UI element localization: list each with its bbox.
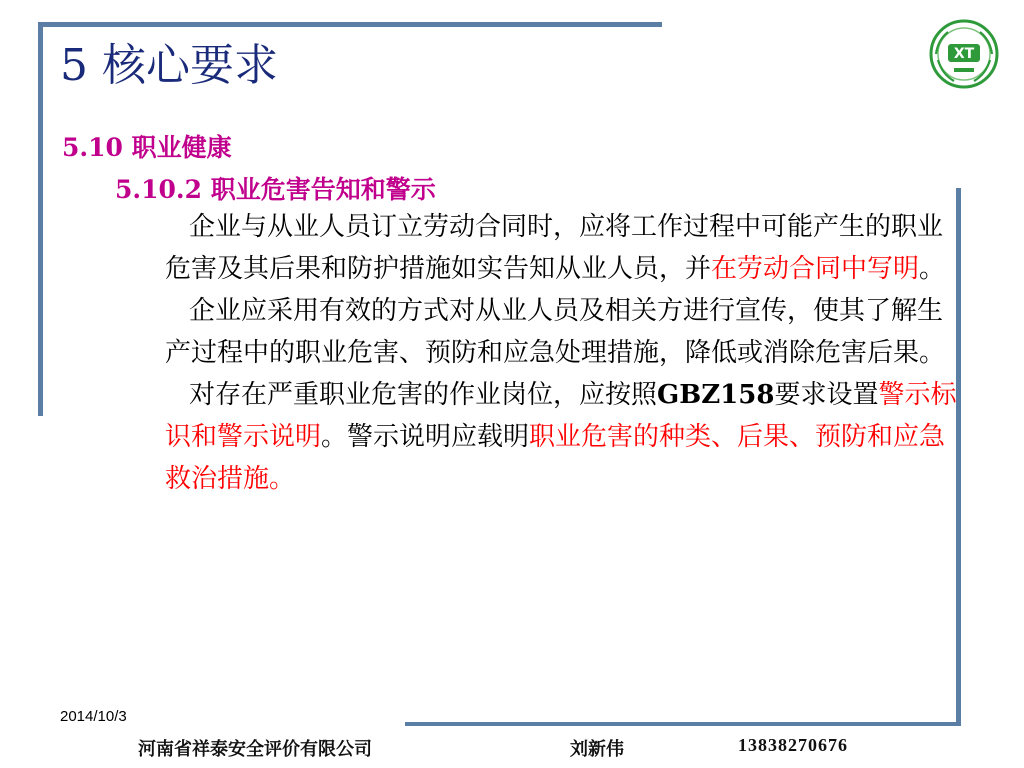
p1-highlight: 在劳动合同中写明: [711, 254, 920, 284]
p1-text: 企业与从业人员订立劳动合同时，应将工作过程中可能产生的职业危害及其后果和防护措施如实告知从业人员，并: [165, 212, 944, 284]
paragraph-3: [165, 374, 960, 500]
frame-left-line: [38, 22, 43, 416]
p3-highlight-2: 职业危害的种类、后果、预防和应急救治措施。: [165, 422, 946, 494]
paragraph-1: [165, 206, 960, 290]
p3-highlight-1: 警示标识和警示说明: [165, 380, 957, 452]
p1-end: 。: [919, 254, 946, 284]
footer-phone: 13838270676: [738, 735, 848, 755]
p3-text-b: 要求设置: [774, 380, 879, 410]
slide-date: 2014/10/3: [60, 708, 127, 725]
frame-bottom-line: [405, 722, 961, 726]
paragraph-2: [165, 290, 960, 374]
footer-person: 刘新伟: [570, 739, 624, 760]
company-logo: [928, 18, 1000, 90]
p2-text: 企业应采用有效的方式对从业人员及相关方进行宣传，使其了解生产过程中的职业危害、预防和应急处理措施，降低或消除危害后果。: [165, 296, 946, 368]
slide-title: 5 核心要求: [60, 40, 278, 91]
p3-standard-code: GBZ158: [657, 380, 775, 410]
p3-text-a: 对存在严重职业危害的作业岗位，应按照: [189, 380, 658, 410]
body-text: [165, 206, 960, 500]
footer: [0, 728, 1024, 768]
frame-top-line: [38, 22, 662, 27]
section-heading: 5.10 职业健康: [62, 133, 232, 162]
logo-text: XT: [953, 46, 975, 62]
subsection-heading: 5.10.2 职业危害告知和警示: [115, 175, 436, 204]
footer-company: 河南省祥泰安全评价有限公司: [138, 739, 372, 760]
p3-text-c: 。警示说明应载明: [321, 422, 530, 452]
